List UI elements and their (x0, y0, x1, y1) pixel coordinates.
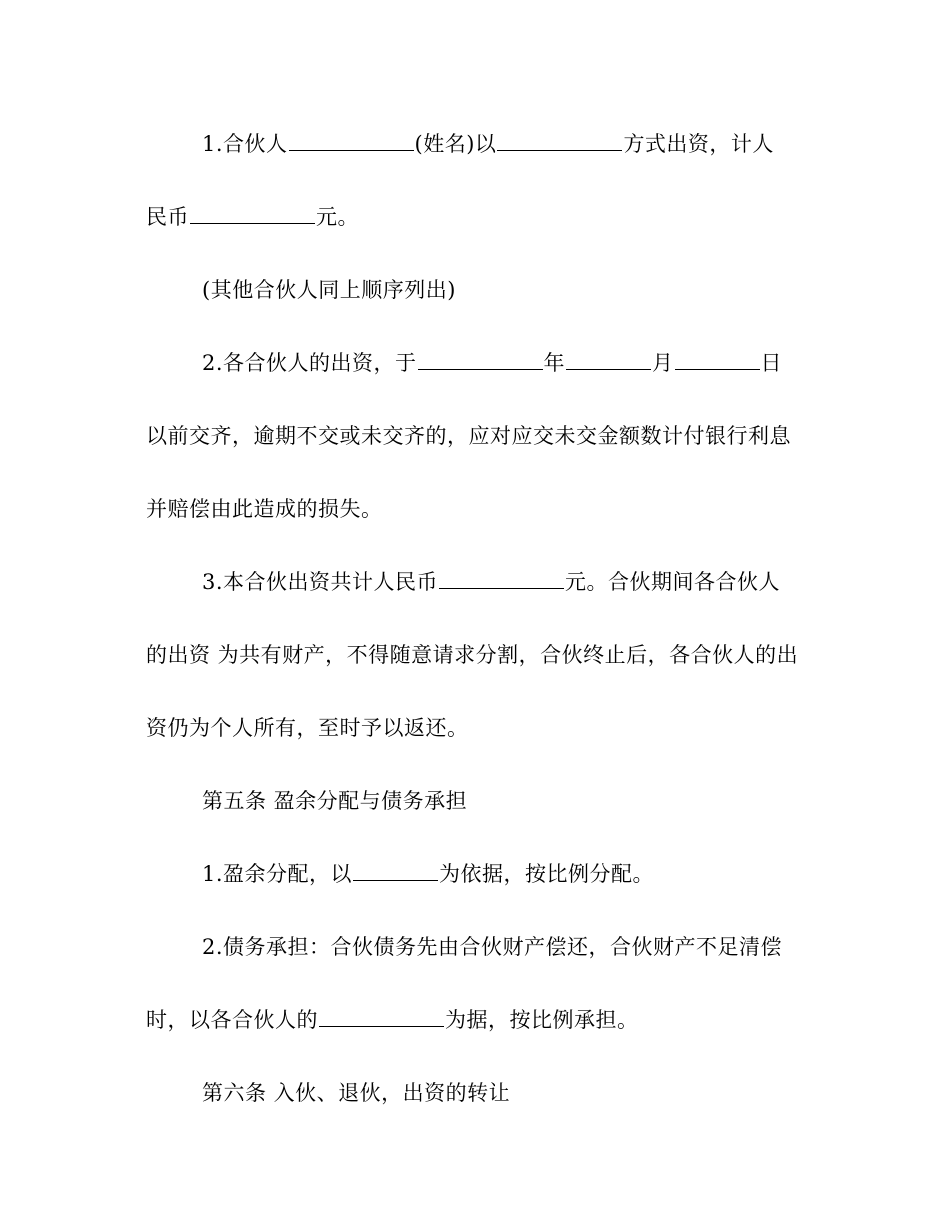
text: 方式出资，计人 (623, 132, 774, 156)
text: 月 (652, 351, 674, 375)
fill-blank-day[interactable] (675, 351, 760, 370)
paragraph-1-line-2 (146, 203, 359, 231)
text: 1.合伙人 (202, 132, 288, 156)
paragraph-4-line-3: 资仍为个人所有，至时予以返还。 (146, 716, 469, 740)
text: 元。合伙期间各合伙人 (565, 570, 781, 594)
fill-blank-total[interactable] (439, 570, 564, 589)
text: 为依据，按比例分配。 (439, 862, 655, 886)
text: 元。 (316, 205, 359, 229)
text: 3.本合伙出资共计人民币 (202, 570, 439, 594)
fill-blank-name[interactable] (289, 132, 414, 151)
fill-blank-basis[interactable] (353, 862, 438, 881)
text: 2.各合伙人的出资，于 (202, 351, 417, 375)
text: 时，以各合伙人的 (146, 1008, 318, 1032)
text: 民币 (146, 205, 189, 229)
paragraph-4-line-2: 的出资 为共有财产，不得随意请求分割，合伙终止后，各合伙人的出 (146, 643, 799, 667)
text: 为据，按比例承担。 (445, 1008, 639, 1032)
paragraph-6-line-2 (146, 1006, 639, 1034)
text: (姓名)以 (414, 132, 497, 156)
text: 日 (760, 351, 783, 375)
paragraph-5 (202, 860, 654, 888)
paragraph-3-line-3: 并赔偿由此造成的损失。 (146, 497, 383, 521)
paragraph-3-line-1 (202, 349, 782, 377)
text: 年 (543, 351, 566, 375)
fill-blank-method[interactable] (497, 132, 622, 151)
fill-blank-year[interactable] (418, 351, 543, 370)
paragraph-1-line-1 (202, 130, 774, 158)
paragraph-6-line-1: 2.债务承担：合伙债务先由合伙财产偿还，合伙财产不足清偿 (202, 935, 783, 959)
paragraph-4-line-1 (202, 568, 780, 596)
section-heading-6: 第六条 入伙、退伙，出资的转让 (202, 1081, 511, 1105)
fill-blank-month[interactable] (566, 351, 651, 370)
text: 1.盈余分配，以 (202, 862, 353, 886)
paragraph-3-line-2: 以前交齐，逾期不交或未交齐的，应对应交未交金额数计付银行利息 (146, 424, 791, 448)
fill-blank-amount[interactable] (190, 205, 315, 224)
section-heading-5: 第五条 盈余分配与债务承担 (202, 789, 468, 813)
fill-blank-ratio[interactable] (319, 1008, 444, 1027)
paragraph-2: (其他合伙人同上顺序列出) (202, 278, 456, 302)
